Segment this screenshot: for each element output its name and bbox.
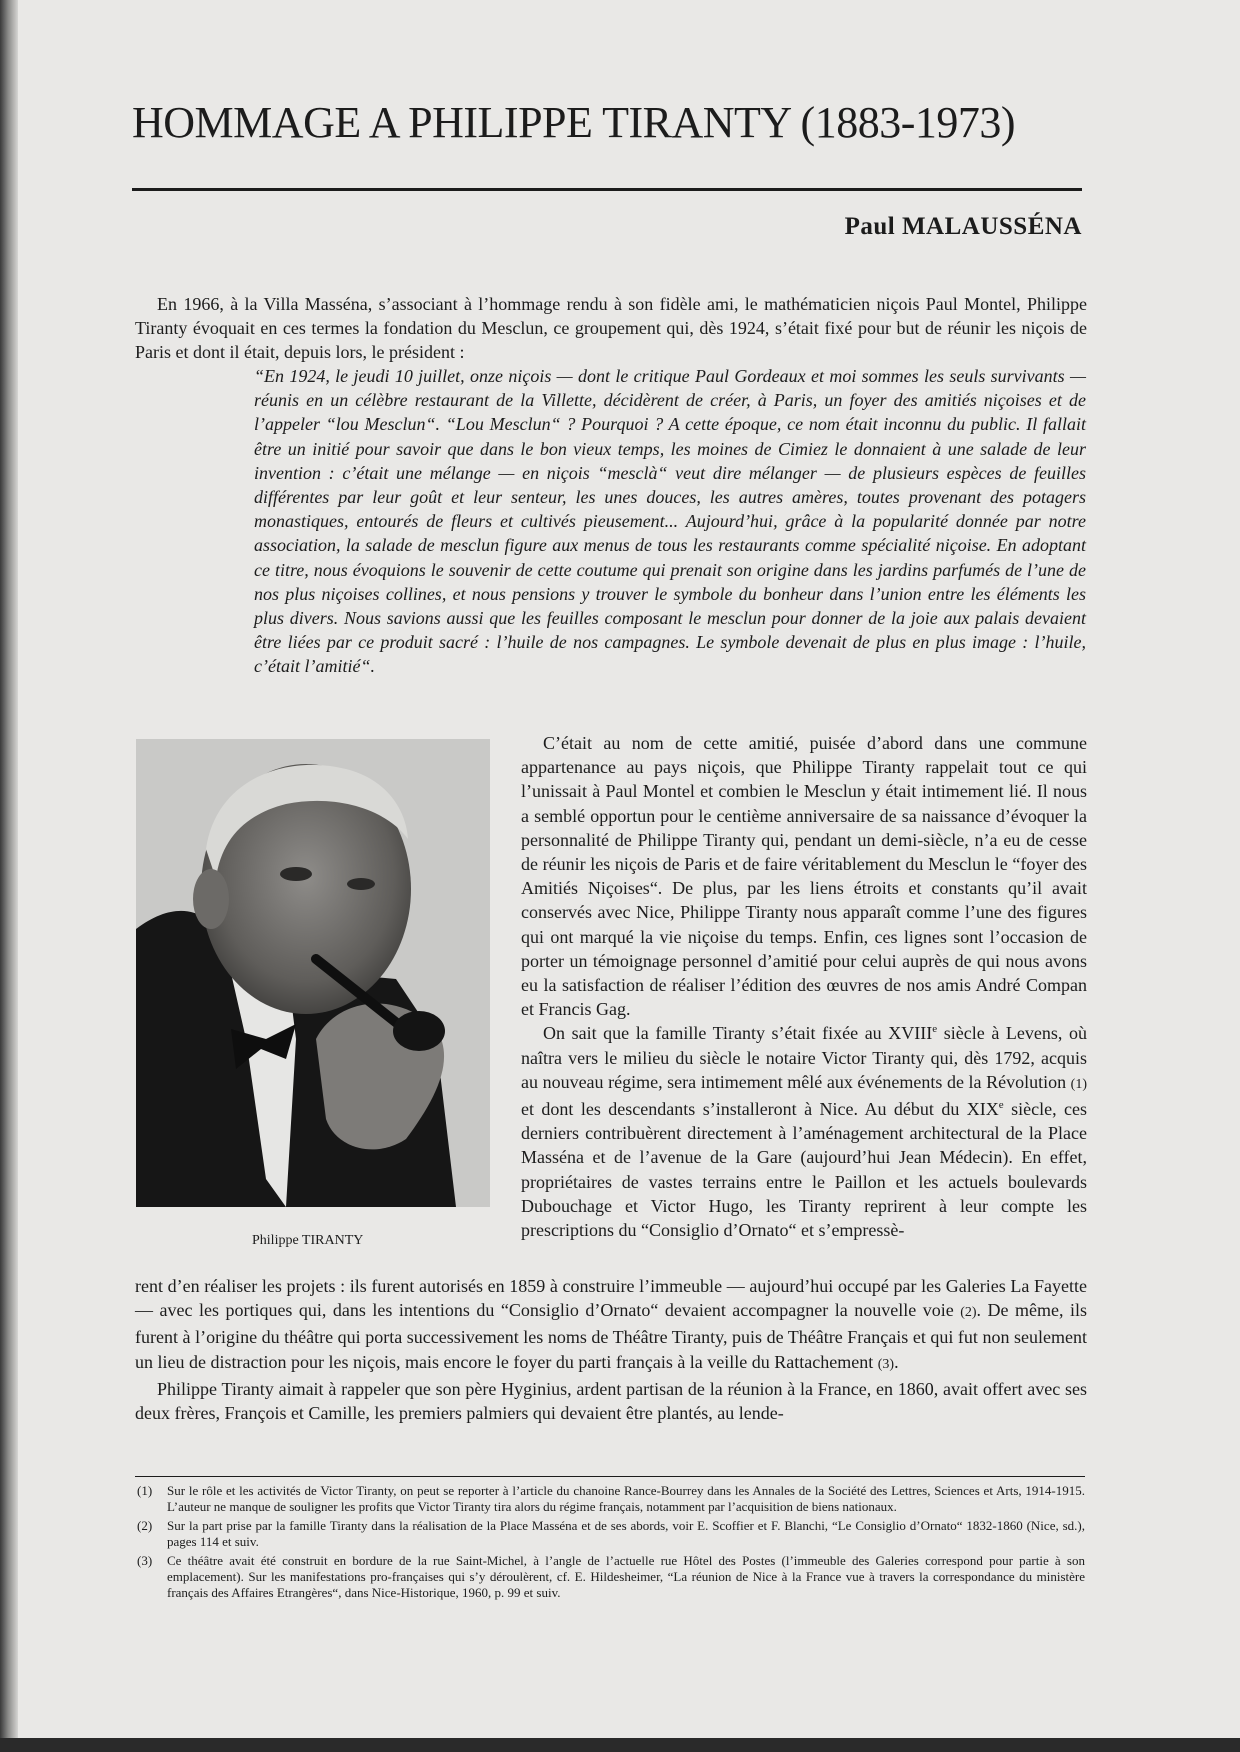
- photo-caption: Philippe TIRANTY: [252, 1233, 364, 1248]
- footnote: [135, 1553, 1085, 1602]
- title-rule: [132, 188, 1082, 191]
- intro-paragraph: En 1966, à la Villa Masséna, s’associant à l’hommage rendu à son fidèle ami, le mathématicien niçois Paul Montel, Philippe Tiranty évoquait en ces termes la fondation du Mesclun, ce groupement qui, dès 1924, s’était fixé pour but de réunir les niçois de Paris et dont il était, depuis lors, le président :: [135, 294, 1087, 363]
- footnote-text: Ce théâtre avait été construit en bordure de la rue Saint-Michel, à l’angle de l’actuelle rue Hôtel des Postes (l’immeuble des Galeries correspond pour partie à son emplacement). Sur les manifestations pro-françaises qui s’y déroulèrent, cf. E. Hildesheimer, “La réunion de Nice à la France vue à travers la correspondance du ministère français des Affaires Etrangères“, dans Nice-Historique, 1960, p. 99 et suiv.: [167, 1552, 1085, 1601]
- footnotes: [135, 1483, 1085, 1604]
- century-superscript: e: [932, 1023, 938, 1036]
- footnote-number: (1): [137, 1483, 153, 1498]
- footnote-number: (3): [137, 1552, 153, 1568]
- famille-cont-text-c: .: [894, 1351, 899, 1372]
- footnote: [135, 1483, 1085, 1516]
- footnote-ref-2: (2): [960, 1305, 977, 1321]
- tiranty-quote: “En 1924, le jeudi 10 juillet, onze niçois — dont le critique Paul Gordeaux et moi sommes les seuls survivants — réunis en un célèbre restaurant de la Villette, décidèrent de créer, à Paris, un foyer des amitiés niçoises et de l’appeler “lou Mesclun“. “Lou Mesclun“ ? Pourquoi ? A cette époque, ce nom était inconnu du public. Il fallait être un initié pour savoir que dans le bon vieux temps, les moines de Cimiez le donnaient à une salade de leur invention : c’était une mélange — en niçois “mesclà“ veut dire mélanger — de plusieurs espèces de feuilles différentes par leur goût et leur senteur, les unes douces, les autres amères, toutes provenant des potagers monastiques, entourés de fleurs et cultivés pieusement... Aujourd’hui, grâce à la popularité donnée par notre association, la salade de mesclun figure aux menus de tous les restaurants comme spécialité niçoise. En adoptant ce titre, nous évoquions le souvenir de cette coutume qui prenait son origine dans les jardins parfumés de l’une de nos plus niçoises collines, et nous pensions y trouver le symbole du bonheur dans l’union entre les éléments les plus divers. Nous savions aussi que les feuilles composant le mesclun pour donner de la joie aux palais devaient être liées par ce produit sacré : l’huile de nos campagnes. Le symbole devenait de plus en plus image : l’huile, c’était l’amitié“.: [254, 366, 1086, 677]
- footnote-text: Sur la part prise par la famille Tiranty dans la réalisation de la Place Masséna et de ses abords, voir E. Scoffier et F. Blanchi, “Le Consiglio d’Ornato“ 1832-1860 (Nice, sd.), pages 114 et suiv.: [167, 1517, 1085, 1550]
- famille-text-a: On sait que la famille Tiranty s’était fixée au XVIII: [543, 1023, 933, 1044]
- portrait-photo: [136, 739, 490, 1207]
- footnote-rule: [135, 1476, 1085, 1477]
- portrait-illustration: [136, 739, 490, 1207]
- century-superscript: e: [998, 1099, 1004, 1112]
- paragraph-famille-continued: [135, 1274, 1087, 1377]
- paragraph-palmiers: Philippe Tiranty aimait à rappeler que son père Hyginius, ardent partisan de la réunion à la France, en 1860, avait offert avec ses deux frères, François et Camille, les premiers palmiers qui devaient être plantés, au lende-: [135, 1378, 1087, 1424]
- paragraph-amitie: C’était au nom de cette amitié, puisée d’abord dans une commune appartenance au pays niçois, que Philippe Tiranty rappelait tout ce qui l’unissait à Paul Montel et combien le Mesclun y était intimement lié. Il nous a semblé opportun pour le centième anniversaire de sa naissance d’évoquer la personnalité de Philippe Tiranty qui, pendant un demi-siècle, n’a eu de cesse de réunir les niçois de Paris et de faire véritablement du Mesclun le “foyer des Amitiés Niçoises“. De plus, par les liens étroits et constants qu’il avait conservés avec Nice, Philippe Tiranty nous apparaît comme l’une des figures qui ont marqué la vie niçoise du temps. Enfin, ces lignes sont l’occasion de porter un témoignage personnel d’amitié pour celui auprès de qui nous avons eu la satisfaction de réaliser l’édition des œuvres de nos amis André Compan et Francis Gag.: [521, 733, 1087, 1020]
- right-column: [521, 731, 1087, 1242]
- famille-cont-text-b: . De même, ils furent à l’origine du théâtre qui porta successivement les noms de Théâtre Tiranty, puis de Théâtre Français et qui fut non seulement un lieu de distraction pour les niçois, mais encore le foyer du parti français à la veille du Rattachement: [135, 1300, 1087, 1372]
- page-gutter-shadow: [0, 0, 18, 1752]
- scan-bottom-edge: [0, 1738, 1240, 1752]
- footnote-ref-3: (3): [877, 1356, 895, 1372]
- footnote-text: Sur le rôle et les activités de Victor Tiranty, on peut se reporter à l’article du chanoine Rance-Bourrey dans les Annales de la Société des Lettres, Sciences et Arts, 1914-1915. L’auteur ne manque de souligner les profits que Victor Tiranty tira alors du régime français, notamment par l’acquisition de biens nationaux.: [167, 1483, 1085, 1515]
- paragraph-famille: [521, 1021, 1087, 1242]
- famille-text-b: siècle à Levens, où naîtra vers le milieu du siècle le notaire Victor Tiranty qui, dès 1792, acquis au nouveau régime, sera intimement mêlé aux événements de la Révolution: [521, 1023, 1087, 1092]
- footnote: [135, 1518, 1085, 1551]
- article-author: Paul MALAUSSÉNA: [844, 213, 1082, 240]
- article-title: HOMMAGE A PHILIPPE TIRANTY (1883-1973): [132, 98, 1015, 147]
- footnote-number: (2): [137, 1517, 153, 1533]
- full-width-text: [135, 1274, 1087, 1425]
- famille-text-d: siècle, ces derniers contribuèrent directement à l’aménagement architectural de la Place Masséna et de l’avenue de la Gare (aujourd’hui Jean Médecin). En effet, propriétaires de vastes terrains entre le Paillon et les actuels boulevards Dubouchage et Victor Hugo, les Tiranty reprirent à leur compte les prescriptions du “Consiglio d’Ornato“ et s’empressè-: [521, 1099, 1087, 1241]
- famille-text-c: et dont les descendants s’installeront à Nice. Au début du XIX: [521, 1099, 999, 1120]
- famille-cont-text-a: rent d’en réaliser les projets : ils furent autorisés en 1859 à construire l’immeuble — aujourd’hui occupé par les Galeries La Fayette — avec les portiques qui, dans les intentions du “Consiglio d’Ornato“ devaient accompagner la nouvelle voie: [135, 1276, 1087, 1321]
- footnote-ref-1: (1): [1070, 1076, 1087, 1092]
